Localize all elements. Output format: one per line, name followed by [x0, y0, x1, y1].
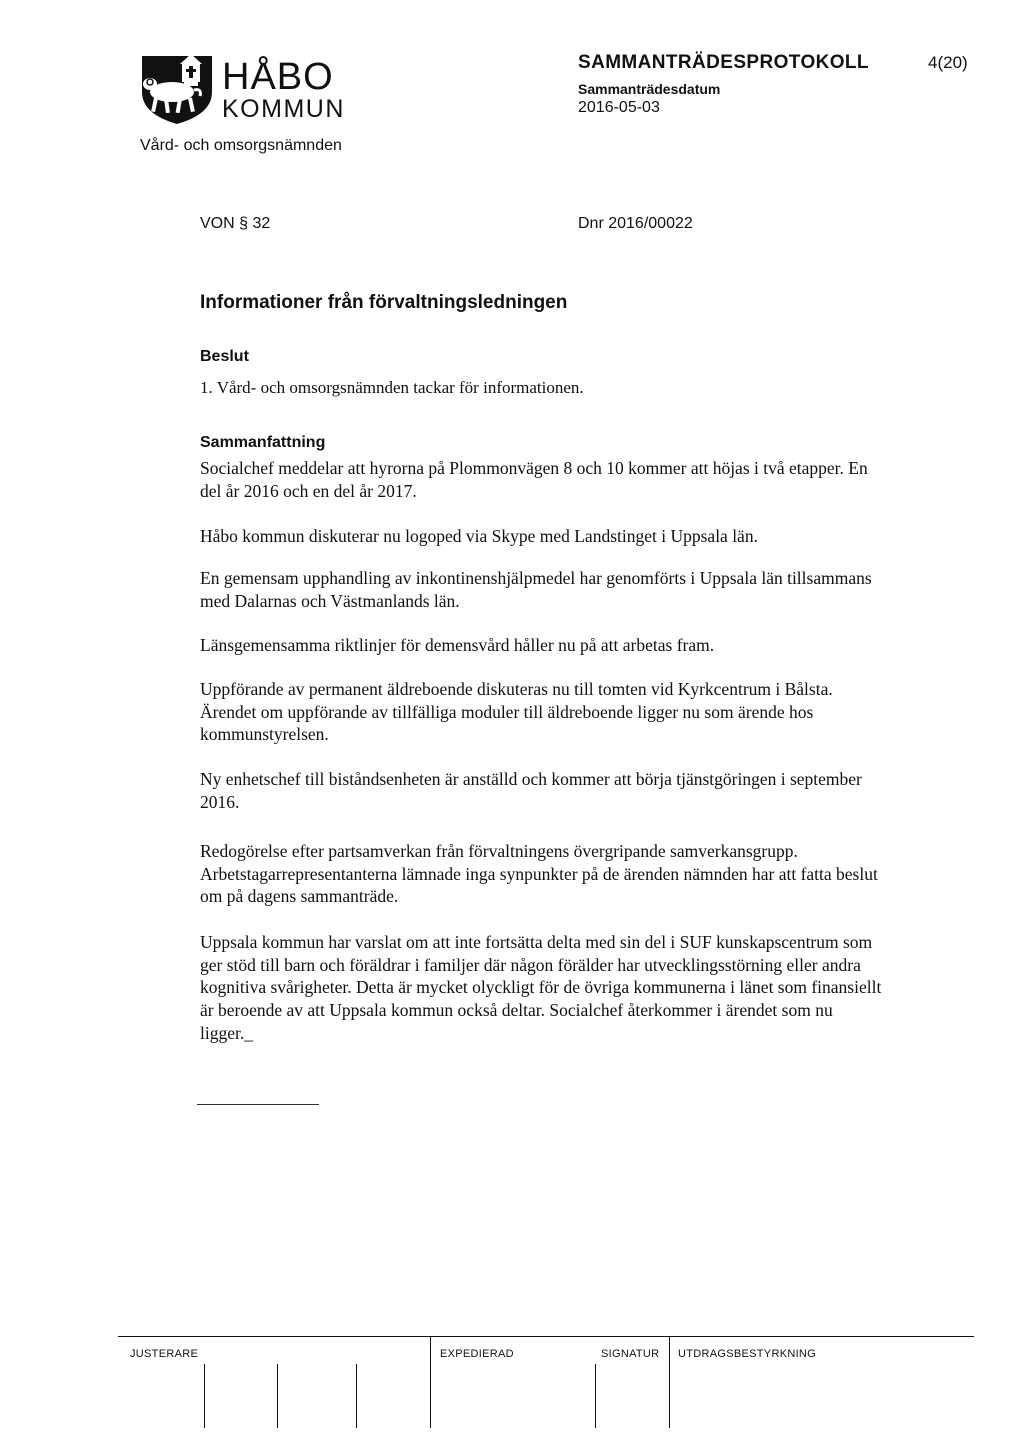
summary-paragraph: En gemensam upphandling av inkontinenshjälpmedel har genomförts i Uppsala län tillsammans med Dalarnas och Västmanlands län. — [200, 568, 872, 611]
signature-box-divider — [669, 1336, 670, 1428]
end-of-text-rule — [197, 1104, 319, 1105]
diary-number: Dnr 2016/00022 — [578, 215, 693, 232]
page-number: 4(20) — [928, 53, 968, 72]
summary-paragraph: Uppsala kommun har varslat om att inte fortsätta delta med sin del i SUF kunskapscentrum som ger stöd till barn och föräldrar i familjer där någon förälder har utvecklingsstörning eller andra kognitiva svårigheter. Detta är mycket olyckligt för de övriga kommunerna i länet som finansiellt är beroende av att Uppsala kommun också deltar. Socialchef återkommer i ärendet som nu ligger._ — [200, 932, 882, 1043]
summary-heading: Sammanfattning — [200, 434, 326, 451]
decision-item: 1. Vård- och omsorgsnämnden tackar för informationen. — [200, 378, 584, 397]
summary-paragraph: Ny enhetschef till biståndsenheten är anställd och kommer att börja tjänstgöringen i september 2016. — [200, 769, 862, 812]
summary-paragraph: Uppförande av permanent äldreboende diskuteras nu till tomten vid Kyrkcentrum i Bålsta. Ärendet om uppförande av tillfälliga moduler till äldreboende ligger nu som ärende hos kommunstyrelsen. — [200, 679, 833, 745]
footer-label-extract-certified: UTDRAGSBESTYRKNING — [678, 1348, 817, 1360]
decision-heading: Beslut — [200, 348, 249, 365]
meeting-date-label: Sammanträdesdatum — [578, 81, 721, 97]
summary-paragraph: Socialchef meddelar att hyrorna på Plommonvägen 8 och 10 kommer att höjas i två etapper. En del år 2016 och en del år 2017. — [200, 458, 868, 501]
municipality-logo-name: HÅBO — [222, 56, 334, 98]
signature-box-line — [277, 1364, 278, 1428]
signature-box-line — [595, 1364, 596, 1428]
coat-of-arms-ram-icon — [138, 52, 216, 126]
summary-paragraph: Håbo kommun diskuterar nu logoped via Skype med Landstinget i Uppsala län. — [200, 526, 758, 546]
footer-label-dispatched: EXPEDIERAD — [440, 1348, 514, 1360]
signature-box-line — [356, 1364, 357, 1428]
document-type: SAMMANTRÄDESPROTOKOLL — [578, 52, 869, 73]
section-reference: VON § 32 — [200, 215, 271, 232]
footer-top-rule — [118, 1336, 974, 1337]
municipality-logo-subtitle: KOMMUN — [222, 95, 345, 123]
signature-box-line — [204, 1364, 205, 1428]
page-title: Informationer från förvaltningsledningen — [200, 292, 568, 313]
organization-unit: Vård- och omsorgsnämnden — [140, 137, 342, 154]
meeting-date-value: 2016-05-03 — [578, 99, 660, 116]
footer-label-signature: SIGNATUR — [601, 1348, 660, 1360]
summary-paragraph: Redogörelse efter partsamverkan från förvaltningens övergripande samverkansgrupp. Arbetstagarrepresentanterna lämnade inga synpunkter på de ärenden nämnden har att fatta beslut om på dagens sammanträde. — [200, 841, 878, 907]
signature-box-divider — [430, 1336, 431, 1428]
summary-paragraph: Länsgemensamma riktlinjer för demensvård håller nu på att arbetas fram. — [200, 635, 715, 655]
footer-label-adjuster: JUSTERARE — [130, 1348, 199, 1360]
